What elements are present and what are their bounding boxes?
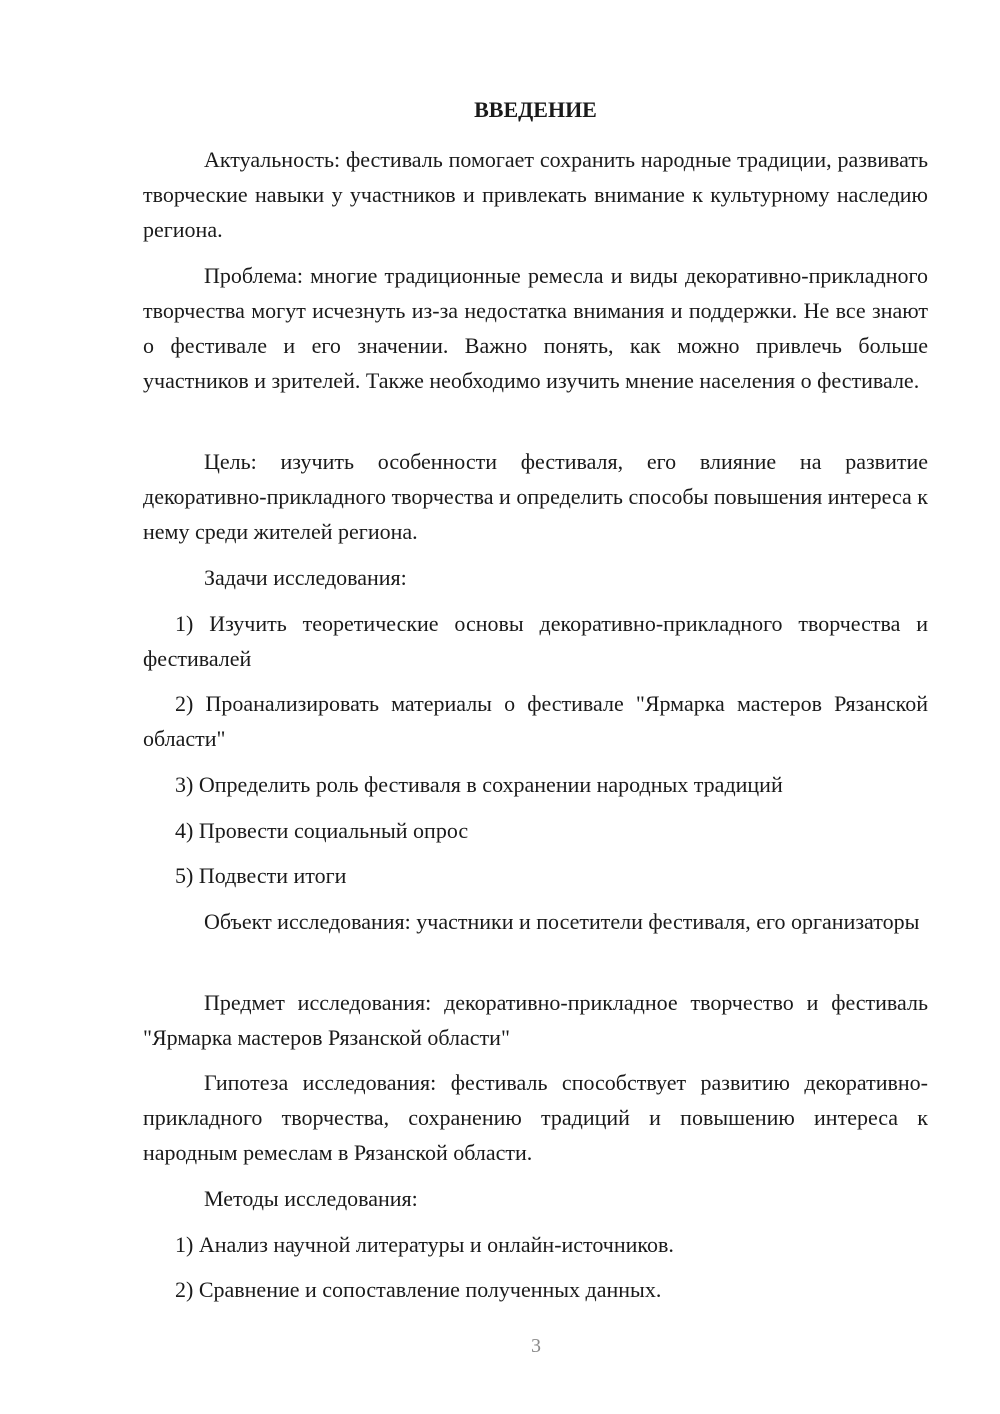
subject-paragraph: Предмет исследования: декоративно-прикладное творчество и фестиваль "Ярмарка мастеров Рязанской области" <box>143 990 928 1050</box>
object-paragraph: Объект исследования: участники и посетители фестиваля, его организаторы <box>204 909 920 934</box>
goal-paragraph: Цель: изучить особенности фестиваля, его влияние на развитие декоративно-прикладного творчества и определить способы повышения интереса к нему среди жителей региона. <box>143 449 928 544</box>
method-item-1: 1) Анализ научной литературы и онлайн-источников. <box>175 1232 674 1257</box>
task-item-1: 1) Изучить теоретические основы декоративно-прикладного творчества и фестивалей <box>143 611 928 671</box>
hypothesis-paragraph: Гипотеза исследования: фестиваль способствует развитию декоративно-прикладного творчества, сохранению традиций и повышению интереса к народным ремеслам в Рязанской области. <box>143 1070 928 1165</box>
task-item-4: 4) Провести социальный опрос <box>175 818 469 843</box>
relevance-paragraph: Актуальность: фестиваль помогает сохранить народные традиции, развивать творческие навыки у участников и привлекать внимание к культурному наследию региона. <box>143 147 928 242</box>
task-item-3: 3) Определить роль фестиваля в сохранении народных традиций <box>175 772 783 797</box>
methods-heading: Методы исследования: <box>204 1186 418 1211</box>
task-item-2: 2) Проанализировать материалы о фестивале "Ярмарка мастеров Рязанской области" <box>143 691 928 751</box>
tasks-heading: Задачи исследования: <box>204 565 407 590</box>
problem-paragraph: Проблема: многие традиционные ремесла и виды декоративно-прикладного творчества могут исчезнуть из-за недостатка внимания и поддержки. Не все знают о фестивале и его значении. Важно понять, как можно привлечь больше участников и зрителей. Также необходимо изучить мнение населения о фестивале. <box>143 263 928 393</box>
page-title: ВВЕДЕНИЕ <box>474 97 597 122</box>
method-item-2: 2) Сравнение и сопоставление полученных данных. <box>175 1277 662 1302</box>
page-number: 3 <box>531 1335 541 1357</box>
task-item-5: 5) Подвести итоги <box>175 863 347 888</box>
